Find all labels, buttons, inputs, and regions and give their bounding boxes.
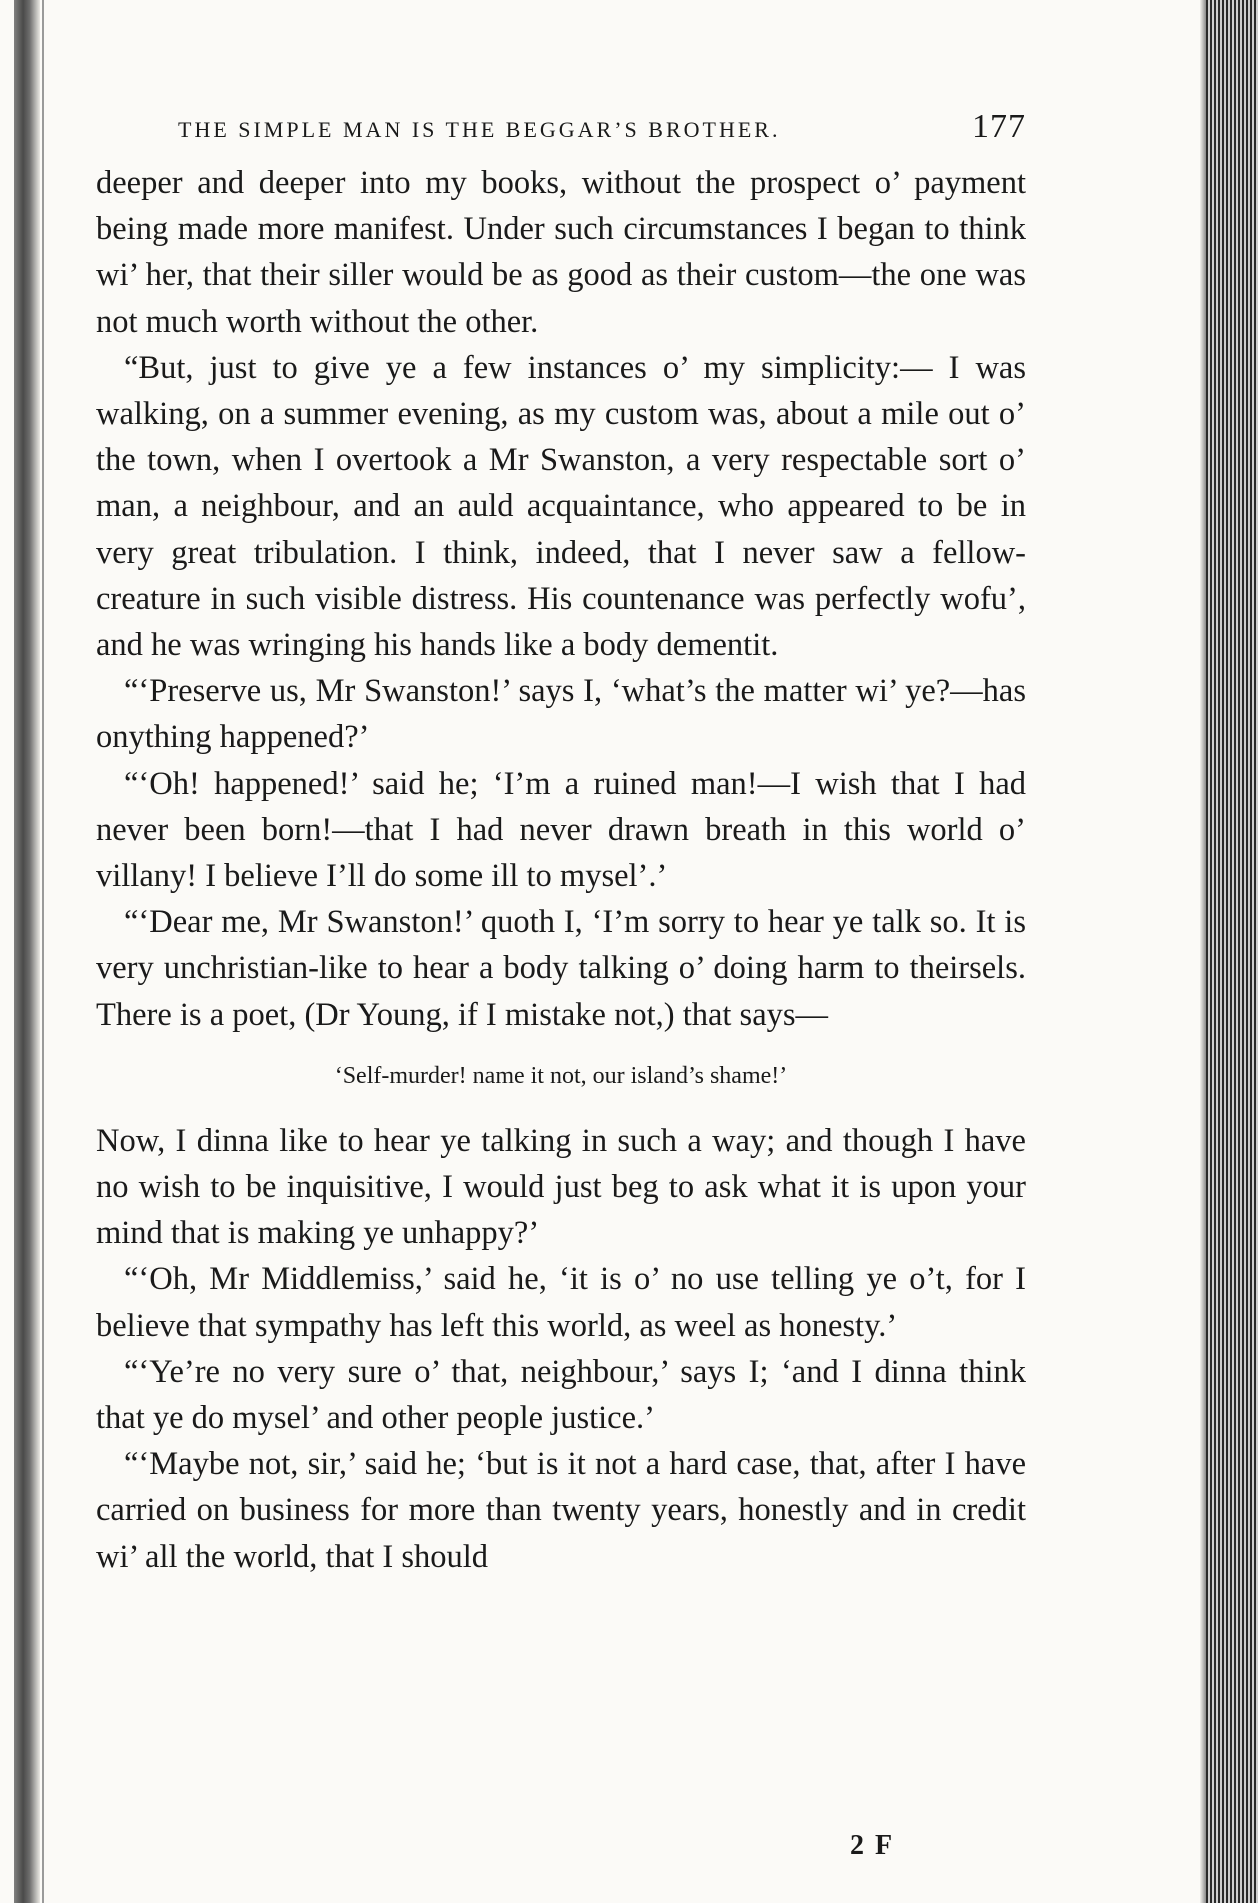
running-head	[178, 108, 1026, 146]
page-number: 177	[972, 108, 1026, 145]
paragraph: Now, I dinna like to hear ye talking in such a way; and though I have no wish to be inquisitive, I would just beg to ask what it is upon your mind that is making ye unhappy?’	[96, 1122, 1026, 1252]
left-binding-edge	[42, 0, 44, 1903]
paragraph: “‘Oh, Mr Middlemiss,’ said he, ‘it is o’ no use telling ye o’t, for I believe that sympathy has left this world, as weel as honesty.’	[96, 1261, 1026, 1344]
block-quote: ‘Self-murder! name it not, our island’s shame!’	[334, 1062, 788, 1089]
paragraph: “But, just to give ye a few instances o’ my simplicity:— I was walking, on a summer evening, as my custom was, about a mile out o’ the town, when I overtook a Mr Swanston, a very respectable sort o’ man, a neighbour, and an auld acquaintance, who appeared to be in very great tribulation. I think, indeed, that I never saw a fellow-creature in such visible distress. His countenance was perfectly wofu’, and he was wringing his hands like a body dementit.	[96, 349, 1026, 664]
left-binding-shadow	[14, 0, 40, 1903]
book-page	[96, 108, 1026, 1580]
paragraph: “‘Oh! happened!’ said he; ‘I’m a ruined man!—I wish that I had never been born!—that I had never drawn breath in this world o’ villany! I believe I’ll do some ill to mysel’.’	[96, 765, 1026, 895]
paragraph: “‘Preserve us, Mr Swanston!’ says I, ‘what’s the matter wi’ ye?—has onything happened?’	[96, 673, 1026, 756]
running-title: THE SIMPLE MAN IS THE BEGGAR’S BROTHER.	[178, 117, 781, 142]
paragraph: deeper and deeper into my books, without the prospect o’ payment being made more manifest. Under such circumstances I began to think wi’ her, that their siller would be as good as their custom—the one was not much worth without the other.	[96, 165, 1026, 340]
body-text	[96, 160, 1026, 1580]
paragraph: “‘Maybe not, sir,’ said he; ‘but is it not a hard case, that, after I have carried on business for more than twenty years, honestly and in credit wi’ all the world, that I should	[96, 1446, 1026, 1575]
signature-mark: 2 F	[850, 1830, 895, 1861]
paragraph: “‘Dear me, Mr Swanston!’ quoth I, ‘I’m sorry to hear ye talk so. It is very unchristian-like to hear a body talking o’ doing harm to theirsels. There is a poet, (Dr Young, if I mistake not,) that says—	[96, 904, 1026, 1033]
paragraph: “‘Ye’re no very sure o’ that, neighbour,’ says I; ‘and I dinna think that ye do mysel’ and other people justice.’	[96, 1353, 1026, 1437]
right-binding-pages	[1206, 0, 1258, 1903]
